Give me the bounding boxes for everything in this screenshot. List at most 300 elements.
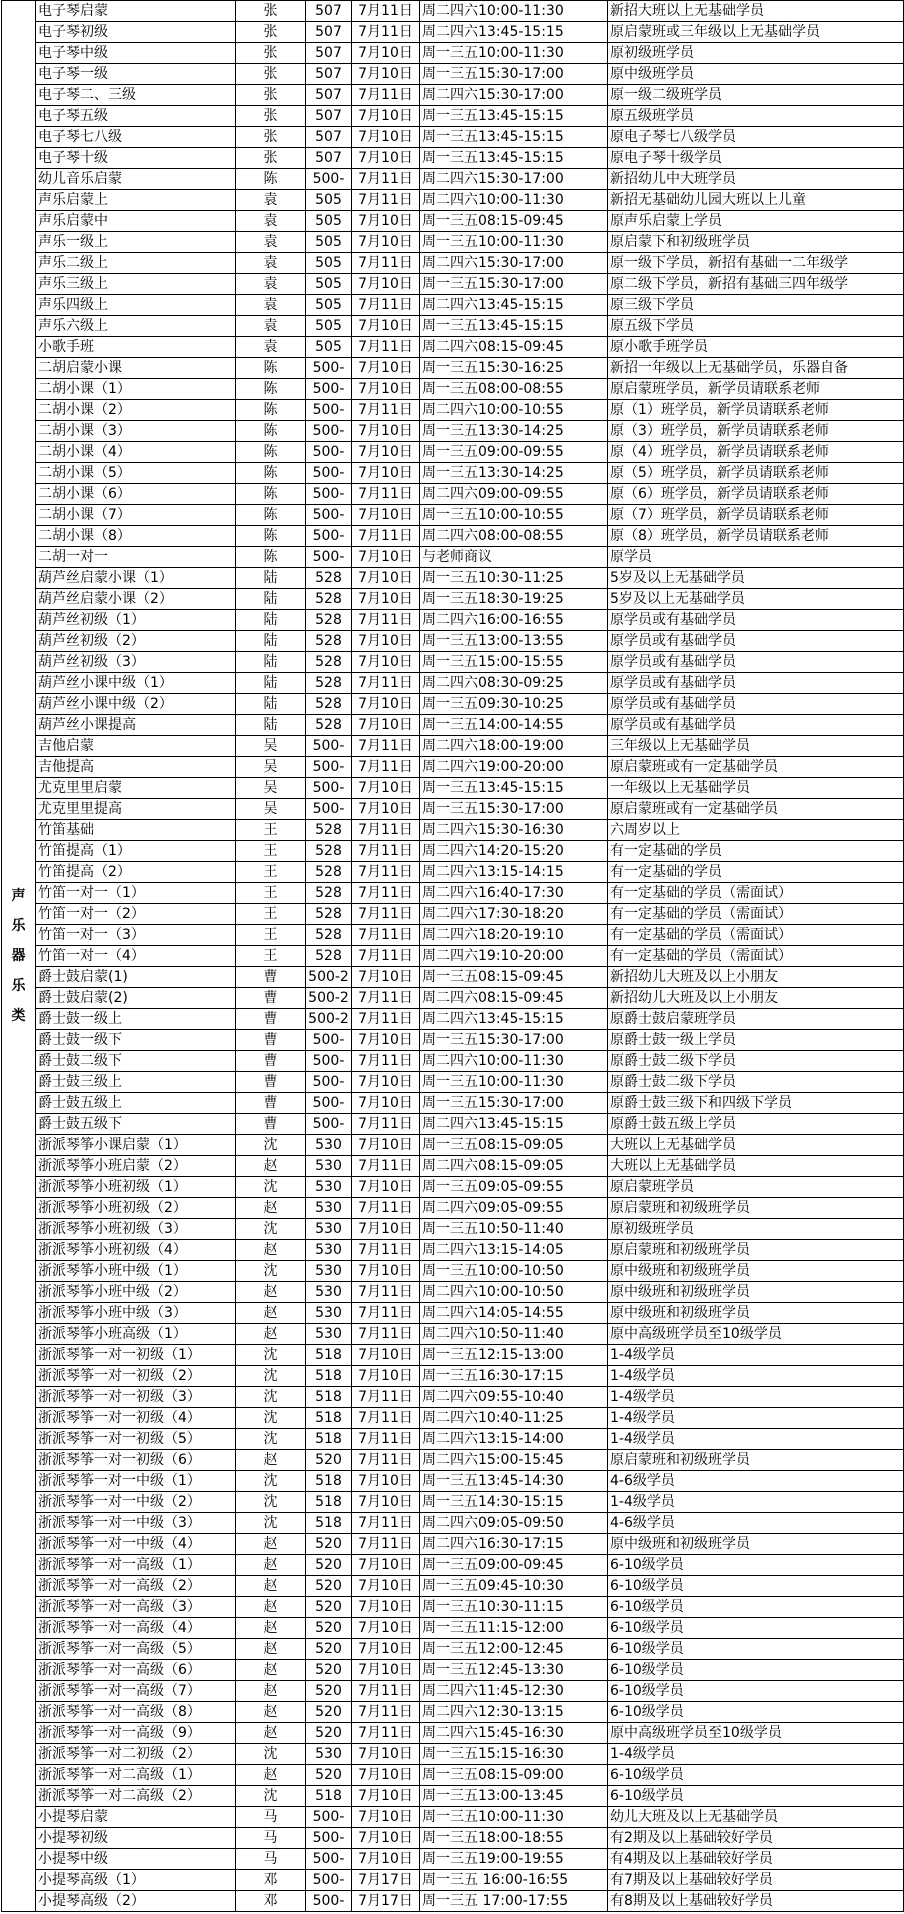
- room-cell: 520: [306, 1681, 352, 1702]
- start-date-cell: 7月11日: [352, 1450, 420, 1471]
- course-name-cell: 浙派琴筝一对一高级（5）: [36, 1639, 236, 1660]
- teacher-cell: 陈: [236, 169, 306, 190]
- schedule-time-cell: 周一三五08:15-09:00: [420, 1765, 608, 1786]
- teacher-cell: 袁: [236, 232, 306, 253]
- table-row: [2, 1471, 904, 1492]
- start-date-cell: 7月11日: [352, 1303, 420, 1324]
- schedule-time-cell: 周一三五13:30-14:25: [420, 463, 608, 484]
- start-date-cell: 7月11日: [352, 253, 420, 274]
- table-row: [2, 1639, 904, 1660]
- schedule-time-cell: 周二四六08:15-09:45: [420, 988, 608, 1009]
- table-row: [2, 232, 904, 253]
- table-row: [2, 1807, 904, 1828]
- room-cell: 500-: [306, 1114, 352, 1135]
- requirement-cell: 1-4级学员: [608, 1492, 904, 1513]
- schedule-time-cell: 周一三五12:45-13:30: [420, 1660, 608, 1681]
- schedule-time-cell: 周二四六15:30-16:30: [420, 820, 608, 841]
- start-date-cell: 7月11日: [352, 295, 420, 316]
- table-row: [2, 736, 904, 757]
- room-cell: 520: [306, 1765, 352, 1786]
- teacher-cell: 陈: [236, 463, 306, 484]
- teacher-cell: 曹: [236, 1051, 306, 1072]
- teacher-cell: 赵: [236, 1156, 306, 1177]
- teacher-cell: 沈: [236, 1471, 306, 1492]
- schedule-time-cell: 周二四六10:00-11:30: [420, 1051, 608, 1072]
- course-name-cell: 浙派琴筝小课启蒙（1）: [36, 1135, 236, 1156]
- course-name-cell: 小提琴初级: [36, 1828, 236, 1849]
- requirement-cell: 新招无基础幼儿园大班以上儿童: [608, 190, 904, 211]
- start-date-cell: 7月11日: [352, 1240, 420, 1261]
- table-row: [2, 400, 904, 421]
- schedule-time-cell: 周一三五11:15-12:00: [420, 1618, 608, 1639]
- requirement-cell: 6-10级学员: [608, 1576, 904, 1597]
- start-date-cell: 7月10日: [352, 106, 420, 127]
- table-row: [2, 211, 904, 232]
- start-date-cell: 7月10日: [352, 1219, 420, 1240]
- table-row: [2, 673, 904, 694]
- room-cell: 518: [306, 1345, 352, 1366]
- start-date-cell: 7月10日: [352, 1786, 420, 1807]
- start-date-cell: 7月10日: [352, 589, 420, 610]
- table-row: [2, 1303, 904, 1324]
- category-char: 器: [11, 948, 26, 964]
- teacher-cell: 赵: [236, 1198, 306, 1219]
- start-date-cell: 7月10日: [352, 1576, 420, 1597]
- table-row: [2, 484, 904, 505]
- requirement-cell: 原初级班学员: [608, 1219, 904, 1240]
- room-cell: 500-2: [306, 1009, 352, 1030]
- course-name-cell: 声乐六级上: [36, 316, 236, 337]
- room-cell: 520: [306, 1576, 352, 1597]
- start-date-cell: 7月11日: [352, 1702, 420, 1723]
- room-cell: 520: [306, 1534, 352, 1555]
- teacher-cell: 赵: [236, 1303, 306, 1324]
- room-cell: 520: [306, 1723, 352, 1744]
- course-name-cell: 浙派琴筝小班初级（4）: [36, 1240, 236, 1261]
- schedule-time-cell: 周二四六08:15-09:45: [420, 337, 608, 358]
- teacher-cell: 袁: [236, 211, 306, 232]
- requirement-cell: 原一级二级班学员: [608, 85, 904, 106]
- start-date-cell: 7月11日: [352, 988, 420, 1009]
- schedule-time-cell: 周一三五09:05-09:55: [420, 1177, 608, 1198]
- teacher-cell: 王: [236, 946, 306, 967]
- course-name-cell: 浙派琴筝一对一中级（1）: [36, 1471, 236, 1492]
- category-char: 乐: [11, 918, 26, 934]
- schedule-time-cell: 周一三五14:30-15:15: [420, 1492, 608, 1513]
- schedule-time-cell: 周二四六13:15-14:00: [420, 1429, 608, 1450]
- room-cell: 500-: [306, 463, 352, 484]
- requirement-cell: 原中级班和初级班学员: [608, 1282, 904, 1303]
- room-cell: 528: [306, 652, 352, 673]
- requirement-cell: 原学员或有基础学员: [608, 610, 904, 631]
- course-name-cell: 浙派琴筝一对一初级（2）: [36, 1366, 236, 1387]
- table-row: [2, 1618, 904, 1639]
- schedule-time-cell: 周二四六18:20-19:10: [420, 925, 608, 946]
- course-name-cell: 葫芦丝启蒙小课（1）: [36, 568, 236, 589]
- teacher-cell: 曹: [236, 1030, 306, 1051]
- teacher-cell: 陈: [236, 379, 306, 400]
- teacher-cell: 马: [236, 1828, 306, 1849]
- schedule-time-cell: 周二四六15:30-17:00: [420, 85, 608, 106]
- start-date-cell: 7月11日: [352, 841, 420, 862]
- start-date-cell: 7月10日: [352, 694, 420, 715]
- schedule-time-cell: 周一三五15:30-16:25: [420, 358, 608, 379]
- room-cell: 500-: [306, 379, 352, 400]
- table-row: [2, 589, 904, 610]
- room-cell: 528: [306, 862, 352, 883]
- table-row: [2, 1744, 904, 1765]
- teacher-cell: 曹: [236, 1114, 306, 1135]
- requirement-cell: 1-4级学员: [608, 1345, 904, 1366]
- requirement-cell: 有8期及以上基础较好学员: [608, 1891, 904, 1912]
- start-date-cell: 7月11日: [352, 946, 420, 967]
- course-name-cell: 浙派琴筝小班高级（1）: [36, 1324, 236, 1345]
- course-name-cell: 葫芦丝初级（1）: [36, 610, 236, 631]
- course-name-cell: 浙派琴筝一对一初级（3）: [36, 1387, 236, 1408]
- schedule-time-cell: 周一三五15:30-17:00: [420, 1093, 608, 1114]
- requirement-cell: 有一定基础的学员（需面试）: [608, 925, 904, 946]
- course-name-cell: 浙派琴筝一对一高级（7）: [36, 1681, 236, 1702]
- start-date-cell: 7月10日: [352, 232, 420, 253]
- course-name-cell: 葫芦丝初级（3）: [36, 652, 236, 673]
- start-date-cell: 7月10日: [352, 421, 420, 442]
- room-cell: 500-: [306, 757, 352, 778]
- teacher-cell: 马: [236, 1807, 306, 1828]
- schedule-time-cell: 周二四六09:05-09:55: [420, 1198, 608, 1219]
- schedule-time-cell: 周一三五12:00-12:45: [420, 1639, 608, 1660]
- table-row: [2, 1324, 904, 1345]
- teacher-cell: 王: [236, 820, 306, 841]
- requirement-cell: 原（1）班学员，新学员请联系老师: [608, 400, 904, 421]
- start-date-cell: 7月11日: [352, 1198, 420, 1219]
- teacher-cell: 陈: [236, 526, 306, 547]
- start-date-cell: 7月10日: [352, 631, 420, 652]
- requirement-cell: 原小歌手班学员: [608, 337, 904, 358]
- start-date-cell: 7月10日: [352, 505, 420, 526]
- room-cell: 530: [306, 1177, 352, 1198]
- teacher-cell: 陈: [236, 400, 306, 421]
- table-row: [2, 421, 904, 442]
- requirement-cell: 6-10级学员: [608, 1639, 904, 1660]
- room-cell: 500-: [306, 421, 352, 442]
- course-name-cell: 浙派琴筝一对一高级（4）: [36, 1618, 236, 1639]
- requirement-cell: 原中高级班学员至10级学员: [608, 1723, 904, 1744]
- schedule-time-cell: 周二四六15:30-17:00: [420, 253, 608, 274]
- teacher-cell: 陈: [236, 358, 306, 379]
- schedule-time-cell: 周二四六09:00-09:55: [420, 484, 608, 505]
- room-cell: 520: [306, 1450, 352, 1471]
- schedule-time-cell: 周一三五 17:00-17:55: [420, 1891, 608, 1912]
- room-cell: 528: [306, 820, 352, 841]
- teacher-cell: 吴: [236, 736, 306, 757]
- table-row: [2, 1366, 904, 1387]
- table-row: [2, 442, 904, 463]
- teacher-cell: 袁: [236, 295, 306, 316]
- start-date-cell: 7月10日: [352, 1471, 420, 1492]
- room-cell: 518: [306, 1387, 352, 1408]
- teacher-cell: 陆: [236, 589, 306, 610]
- table-row: [2, 379, 904, 400]
- room-cell: 528: [306, 946, 352, 967]
- room-cell: 505: [306, 232, 352, 253]
- table-row: [2, 652, 904, 673]
- schedule-time-cell: 周一三五15:00-15:55: [420, 652, 608, 673]
- requirement-cell: 原启蒙班学员，新学员请联系老师: [608, 379, 904, 400]
- teacher-cell: 张: [236, 1, 306, 22]
- start-date-cell: 7月17日: [352, 1870, 420, 1891]
- table-row: [2, 505, 904, 526]
- course-name-cell: 二胡小课（1）: [36, 379, 236, 400]
- schedule-time-cell: 周一三五09:00-09:45: [420, 1555, 608, 1576]
- room-cell: 528: [306, 904, 352, 925]
- room-cell: 500-: [306, 1807, 352, 1828]
- table-row: [2, 1408, 904, 1429]
- schedule-time-cell: 周二四六11:45-12:30: [420, 1681, 608, 1702]
- schedule-time-cell: 周二四六18:00-19:00: [420, 736, 608, 757]
- requirement-cell: 原启蒙班和初级班学员: [608, 1198, 904, 1219]
- course-name-cell: 葫芦丝小课中级（1）: [36, 673, 236, 694]
- schedule-time-cell: 周二四六08:00-08:55: [420, 526, 608, 547]
- requirement-cell: 原（3）班学员，新学员请联系老师: [608, 421, 904, 442]
- course-name-cell: 浙派琴筝小班初级（3）: [36, 1219, 236, 1240]
- room-cell: 505: [306, 316, 352, 337]
- schedule-time-cell: 周二四六15:30-17:00: [420, 169, 608, 190]
- room-cell: 500-2: [306, 967, 352, 988]
- teacher-cell: 赵: [236, 1639, 306, 1660]
- room-cell: 505: [306, 190, 352, 211]
- requirement-cell: 原启蒙班或三年级以上无基础学员: [608, 22, 904, 43]
- category-label: [2, 1, 36, 1912]
- requirement-cell: 6-10级学员: [608, 1681, 904, 1702]
- schedule-time-cell: 周二四六19:00-20:00: [420, 757, 608, 778]
- schedule-time-cell: 周一三五08:15-09:45: [420, 967, 608, 988]
- table-row: [2, 946, 904, 967]
- teacher-cell: 吴: [236, 778, 306, 799]
- course-name-cell: 竹笛基础: [36, 820, 236, 841]
- room-cell: 528: [306, 715, 352, 736]
- room-cell: 530: [306, 1261, 352, 1282]
- room-cell: 528: [306, 610, 352, 631]
- requirement-cell: 新招大班以上无基础学员: [608, 1, 904, 22]
- course-name-cell: 电子琴七八级: [36, 127, 236, 148]
- table-row: [2, 1093, 904, 1114]
- table-row: [2, 43, 904, 64]
- teacher-cell: 赵: [236, 1597, 306, 1618]
- course-name-cell: 二胡小课（6）: [36, 484, 236, 505]
- course-name-cell: 竹笛提高（1）: [36, 841, 236, 862]
- requirement-cell: 原启蒙班学员: [608, 1177, 904, 1198]
- teacher-cell: 张: [236, 85, 306, 106]
- course-name-cell: 浙派琴筝一对一中级（4）: [36, 1534, 236, 1555]
- start-date-cell: 7月10日: [352, 1744, 420, 1765]
- room-cell: 505: [306, 253, 352, 274]
- course-name-cell: 竹笛一对一（1）: [36, 883, 236, 904]
- requirement-cell: 新招幼儿中大班学员: [608, 169, 904, 190]
- course-name-cell: 声乐启蒙中: [36, 211, 236, 232]
- table-row: [2, 1597, 904, 1618]
- teacher-cell: 袁: [236, 316, 306, 337]
- start-date-cell: 7月10日: [352, 1849, 420, 1870]
- requirement-cell: 5岁及以上无基础学员: [608, 568, 904, 589]
- table-row: [2, 169, 904, 190]
- requirement-cell: 原学员或有基础学员: [608, 715, 904, 736]
- teacher-cell: 王: [236, 883, 306, 904]
- room-cell: 507: [306, 22, 352, 43]
- table-row: [2, 1429, 904, 1450]
- requirement-cell: 原（4）班学员，新学员请联系老师: [608, 442, 904, 463]
- table-row: [2, 1177, 904, 1198]
- table-row: [2, 1219, 904, 1240]
- schedule-time-cell: 周一三五15:30-17:00: [420, 1030, 608, 1051]
- table-row: [2, 1660, 904, 1681]
- schedule-time-cell: 周二四六14:05-14:55: [420, 1303, 608, 1324]
- requirement-cell: 原启蒙班和初级班学员: [608, 1240, 904, 1261]
- requirement-cell: 原爵士鼓二级下学员: [608, 1051, 904, 1072]
- schedule-time-cell: 周一三五09:00-09:55: [420, 442, 608, 463]
- course-name-cell: 浙派琴筝一对一高级（2）: [36, 1576, 236, 1597]
- teacher-cell: 陆: [236, 694, 306, 715]
- teacher-cell: 张: [236, 106, 306, 127]
- start-date-cell: 7月11日: [352, 526, 420, 547]
- table-row: [2, 1576, 904, 1597]
- start-date-cell: 7月10日: [352, 967, 420, 988]
- teacher-cell: 陈: [236, 442, 306, 463]
- teacher-cell: 吴: [236, 799, 306, 820]
- schedule-time-cell: 周二四六14:20-15:20: [420, 841, 608, 862]
- table-row: [2, 862, 904, 883]
- start-date-cell: 7月10日: [352, 799, 420, 820]
- course-name-cell: 浙派琴筝小班中级（2）: [36, 1282, 236, 1303]
- table-row: [2, 547, 904, 568]
- requirement-cell: 原爵士鼓启蒙班学员: [608, 1009, 904, 1030]
- table-row: [2, 841, 904, 862]
- schedule-time-cell: 周二四六10:00-10:50: [420, 1282, 608, 1303]
- course-name-cell: 电子琴一级: [36, 64, 236, 85]
- room-cell: 500-: [306, 526, 352, 547]
- requirement-cell: 原（7）班学员，新学员请联系老师: [608, 505, 904, 526]
- table-row: [2, 925, 904, 946]
- room-cell: 505: [306, 337, 352, 358]
- table-row: [2, 1765, 904, 1786]
- table-row: [2, 1450, 904, 1471]
- room-cell: 528: [306, 568, 352, 589]
- course-name-cell: 声乐四级上: [36, 295, 236, 316]
- course-name-cell: 葫芦丝初级（2）: [36, 631, 236, 652]
- teacher-cell: 邓: [236, 1870, 306, 1891]
- teacher-cell: 陈: [236, 547, 306, 568]
- requirement-cell: 原启蒙下和初级班学员: [608, 232, 904, 253]
- teacher-cell: 王: [236, 925, 306, 946]
- course-name-cell: 浙派琴筝一对二高级（2）: [36, 1786, 236, 1807]
- start-date-cell: 7月10日: [352, 778, 420, 799]
- teacher-cell: 沈: [236, 1492, 306, 1513]
- start-date-cell: 7月11日: [352, 337, 420, 358]
- teacher-cell: 袁: [236, 190, 306, 211]
- teacher-cell: 曹: [236, 988, 306, 1009]
- table-row: [2, 316, 904, 337]
- requirement-cell: 新招幼儿大班及以上小朋友: [608, 988, 904, 1009]
- requirement-cell: 原电子琴七八级学员: [608, 127, 904, 148]
- room-cell: 507: [306, 85, 352, 106]
- course-name-cell: 二胡小课（2）: [36, 400, 236, 421]
- teacher-cell: 陆: [236, 715, 306, 736]
- requirement-cell: 原初级班学员: [608, 43, 904, 64]
- requirement-cell: 6-10级学员: [608, 1555, 904, 1576]
- room-cell: 507: [306, 1, 352, 22]
- requirement-cell: 原学员或有基础学员: [608, 673, 904, 694]
- course-name-cell: 电子琴启蒙: [36, 1, 236, 22]
- room-cell: 505: [306, 211, 352, 232]
- start-date-cell: 7月10日: [352, 316, 420, 337]
- teacher-cell: 曹: [236, 1093, 306, 1114]
- requirement-cell: 原启蒙班或有一定基础学员: [608, 799, 904, 820]
- teacher-cell: 张: [236, 64, 306, 85]
- start-date-cell: 7月11日: [352, 22, 420, 43]
- requirement-cell: 原一级下学员，新招有基础一二年级学: [608, 253, 904, 274]
- course-name-cell: 浙派琴筝一对一中级（3）: [36, 1513, 236, 1534]
- requirement-cell: 有2期及以上基础较好学员: [608, 1828, 904, 1849]
- requirement-cell: 1-4级学员: [608, 1429, 904, 1450]
- course-name-cell: 浙派琴筝小班初级（1）: [36, 1177, 236, 1198]
- start-date-cell: 7月11日: [352, 1324, 420, 1345]
- table-row: [2, 1282, 904, 1303]
- requirement-cell: 4-6级学员: [608, 1471, 904, 1492]
- room-cell: 530: [306, 1156, 352, 1177]
- requirement-cell: 6-10级学员: [608, 1702, 904, 1723]
- table-row: [2, 883, 904, 904]
- table-row: [2, 568, 904, 589]
- schedule-time-cell: 周一三五12:15-13:00: [420, 1345, 608, 1366]
- requirement-cell: 有一定基础的学员（需面试）: [608, 883, 904, 904]
- requirement-cell: 三年级以上无基础学员: [608, 736, 904, 757]
- course-name-cell: 电子琴初级: [36, 22, 236, 43]
- requirement-cell: 原中高级班学员至10级学员: [608, 1324, 904, 1345]
- course-name-cell: 浙派琴筝一对一中级（2）: [36, 1492, 236, 1513]
- start-date-cell: 7月10日: [352, 1030, 420, 1051]
- schedule-time-cell: 周二四六15:00-15:45: [420, 1450, 608, 1471]
- schedule-time-cell: 周一三五08:15-09:45: [420, 211, 608, 232]
- table-row: [2, 64, 904, 85]
- start-date-cell: 7月10日: [352, 148, 420, 169]
- teacher-cell: 陆: [236, 652, 306, 673]
- course-name-cell: 爵士鼓一级上: [36, 1009, 236, 1030]
- room-cell: 518: [306, 1366, 352, 1387]
- start-date-cell: 7月10日: [352, 1639, 420, 1660]
- course-name-cell: 葫芦丝小课提高: [36, 715, 236, 736]
- requirement-cell: 有7期及以上基础较好学员: [608, 1870, 904, 1891]
- table-row: [2, 1870, 904, 1891]
- schedule-time-cell: 周一三五10:00-10:55: [420, 505, 608, 526]
- teacher-cell: 曹: [236, 1009, 306, 1030]
- course-name-cell: 浙派琴筝一对一初级（6）: [36, 1450, 236, 1471]
- schedule-time-cell: 周一三五13:45-15:15: [420, 316, 608, 337]
- table-row: [2, 967, 904, 988]
- teacher-cell: 赵: [236, 1723, 306, 1744]
- room-cell: 505: [306, 274, 352, 295]
- room-cell: 520: [306, 1555, 352, 1576]
- course-name-cell: 声乐三级上: [36, 274, 236, 295]
- teacher-cell: 沈: [236, 1135, 306, 1156]
- table-row: [2, 253, 904, 274]
- teacher-cell: 沈: [236, 1387, 306, 1408]
- table-row: [2, 1156, 904, 1177]
- start-date-cell: 7月10日: [352, 1555, 420, 1576]
- room-cell: 500-: [306, 505, 352, 526]
- teacher-cell: 赵: [236, 1618, 306, 1639]
- teacher-cell: 赵: [236, 1765, 306, 1786]
- teacher-cell: 沈: [236, 1177, 306, 1198]
- start-date-cell: 7月11日: [352, 400, 420, 421]
